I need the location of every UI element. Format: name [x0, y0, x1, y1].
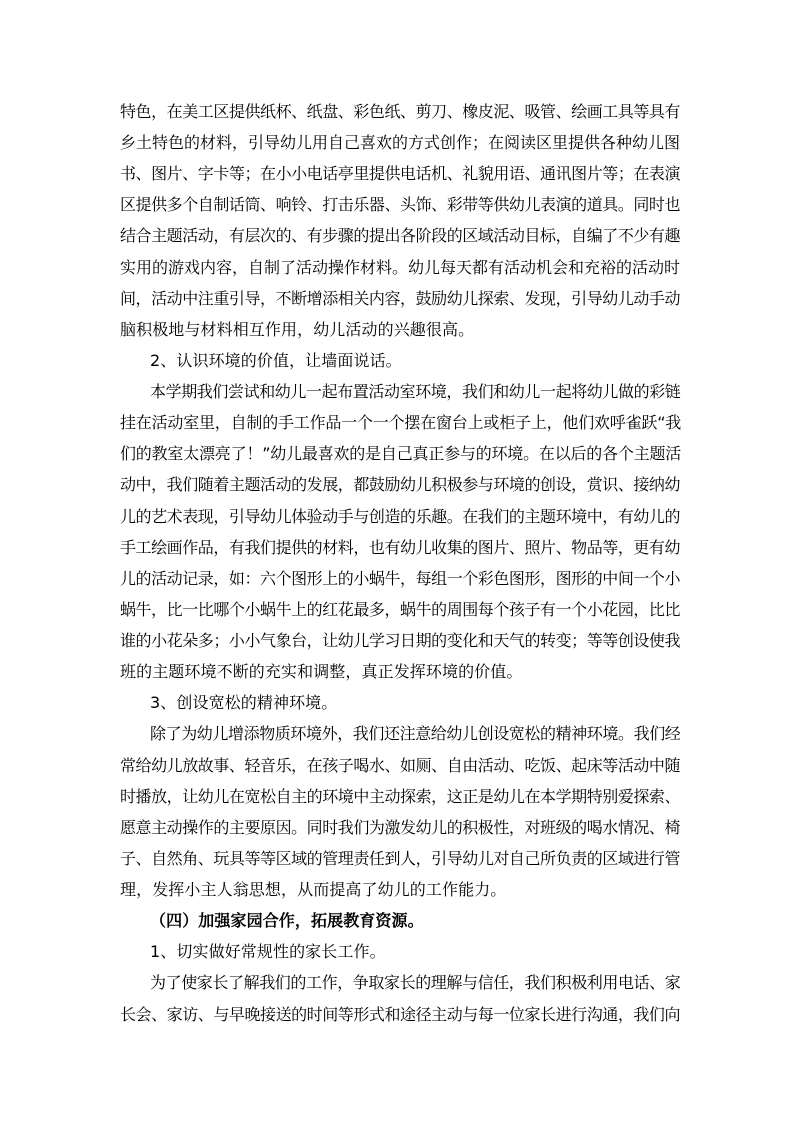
subheading: 1、切实做好常规性的家长工作。 — [150, 942, 386, 961]
text-line: 间，活动中注重引导，不断增添相关内容，鼓励幼儿探索、发现，引导幼儿动手动 — [120, 289, 680, 308]
text-line: 为了使家长了解我们的工作，争取家长的理解与信任，我们积极利用电话、家 — [150, 973, 681, 992]
text-line: 动中，我们随着主题活动的发展，都鼓励幼儿积极参与环境的创设，赏识、接纳幼 — [120, 475, 680, 494]
text-line: 书、图片、字卡等；在小小电话亭里提供电话机、礼貌用语、通讯图片等；在表演 — [120, 164, 680, 183]
text-line: 结合主题活动，有层次的、有步骤的提出各阶段的区域活动目标，自编了不少有趣 — [120, 226, 680, 245]
text-line: 挂在活动室里，自制的手工作品一个一个摆在窗台上或柜子上，他们欢呼雀跃“我 — [120, 413, 682, 432]
text-line: 特色，在美工区提供纸杯、纸盘、彩色纸、剪刀、橡皮泥、吸管、绘画工具等具有 — [120, 102, 680, 121]
text-line: 愿意主动操作的主要原因。同时我们为激发幼儿的积极性，对班级的喝水情况、椅 — [120, 818, 680, 837]
text-line: 蜗牛，比一比哪个小蜗牛上的红花最多，蜗牛的周围每个孩子有一个小花园，比比 — [120, 600, 680, 619]
subheading: 2、认识环境的价值，让墙面说话。 — [150, 351, 402, 370]
text-line: 本学期我们尝试和幼儿一起布置活动室环境，我们和幼儿一起将幼儿做的彩链 — [150, 382, 681, 401]
text-line: 实用的游戏内容，自制了活动操作材料。幼儿每天都有活动机会和充裕的活动时 — [120, 258, 681, 277]
text-line: 班的主题环境不断的充实和调整，真正发挥环境的价值。 — [120, 662, 523, 681]
text-line: 谁的小花朵多；小小气象台，让幼儿学习日期的变化和天气的转变；等等创设使我 — [120, 631, 680, 650]
text-line: 长会、家访、与早晚接送的时间等形式和途径主动与每一位家长进行沟通，我们向 — [120, 1005, 680, 1024]
text-line: 常给幼儿放故事、轻音乐，在孩子喝水、如厕、自由活动、吃饭、起床等活动中随 — [120, 756, 680, 775]
text-line: 子、自然角、玩具等等区域的管理责任到人，引导幼儿对自己所负责的区域进行管 — [120, 849, 680, 868]
subheading: 3、创设宽松的精神环境。 — [150, 693, 338, 712]
text-line: 乡土特色的材料，引导幼儿用自己喜欢的方式创作；在阅读区里提供各种幼儿图 — [120, 133, 681, 152]
text-line: 时播放，让幼儿在宽松自主的环境中主动探索，这正是幼儿在本学期特别爱探索、 — [120, 787, 680, 806]
text-line: 脑积极地与材料相互作用，幼儿活动的兴趣很高。 — [120, 320, 475, 339]
text-line: 儿的活动记录，如：六个图形上的小蜗牛，每组一个彩色图形，图形的中间一个小 — [120, 569, 680, 588]
text-line: 理，发挥小主人翁思想，从而提高了幼儿的工作能力。 — [120, 880, 507, 899]
text-line: 手工绘画作品，有我们提供的材料，也有幼儿收集的图片、照片、物品等，更有幼 — [120, 538, 680, 557]
text-line: 们的教室太漂亮了！”幼儿最喜欢的是自己真正参与的环境。在以后的各个主题活 — [120, 444, 682, 463]
text-line: 儿的艺术表现，引导幼儿体验动手与创造的乐趣。在我们的主题环境中，有幼儿的 — [120, 507, 680, 526]
text-line: 除了为幼儿增添物质环境外，我们还注意给幼儿创设宽松的精神环境。我们经 — [150, 724, 681, 743]
text-line: 区提供多个自制话筒、响铃、打击乐器、头饰、彩带等供幼儿表演的道具。同时也 — [120, 195, 680, 214]
section-heading: （四）加强家园合作，拓展教育资源。 — [150, 911, 424, 930]
